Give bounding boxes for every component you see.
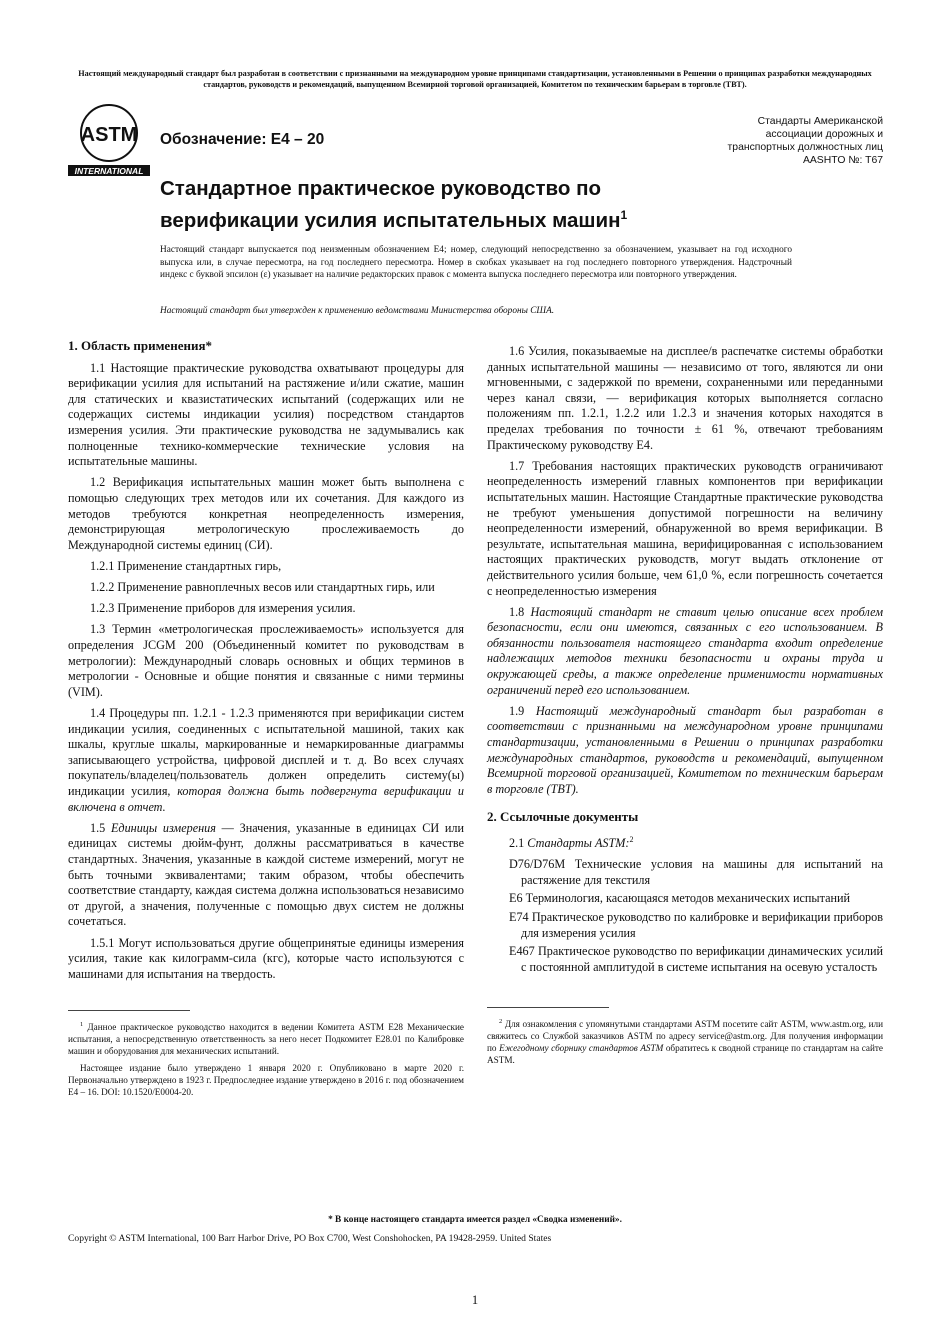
paragraph-1-5-1: 1.5.1 Могут использоваться другие общепринятые единицы измерения усилия, такие как килограмм-сила (кгс), которые часто используются с машинами для испытания на твердость. <box>68 935 464 981</box>
title-line-2 <box>160 202 860 234</box>
section-2-heading: 2. Ссылочные документы <box>487 809 639 825</box>
subsection-2-1-footnote-ref: 2 <box>629 835 634 844</box>
subsection-2-1-num: 2.1 <box>509 836 528 851</box>
paragraph-1-4-italic: которая должна быть подвергнута верификации и включена в отчет. <box>68 784 465 814</box>
paragraph-1-4 <box>68 706 464 815</box>
header-top-note: Настоящий международный стандарт был разработан в соответствии с признанными на международном уровне принципами стандартизации, установленными в Решении о принципах разработки международных стандартов, руководств и рекомендаций, выпущенном Всемирной торговой организацией, Комитетом по техническим барьерам в торговле (ТВТ). <box>78 69 872 89</box>
paragraph-1-4-text: 1.4 Процедуры пп. 1.2.1 - 1.2.3 применяются при верификации систем индикации усилия, соединенных с испытательной машиной, таких как шкалы, круглые шкалы, маркированные и немаркированные диаграммы записывающего устройства, цифровой дисплей и т. д. Во всех случаях покупатель/владелец/пользователь должен определить систему(ы) индикации усилия, <box>68 706 464 798</box>
paragraph-1-3: 1.3 Термин «метрологическая прослеживаемость» используется для определения JCGM 200 (Объединенный комитет по руководствам в метрологии): Международный словарь основных и общих терминов в метрологии - Основные и общие понятия и связанные с ними термины (VIM). <box>68 622 464 699</box>
subsection-2-1 <box>487 832 883 852</box>
reference-item: E467 Практическое руководство по верификации динамических усилий с постоянной амплитудой в системе испытания на осевую усталость <box>509 944 883 974</box>
paragraph-1-7: 1.7 Требования настоящих практических руководств ограничивают неопределенность измерений главных компонентов при верификации испытательных машин. Настоящие Стандартные практические руководства не требуют уменьшения допустимой погрешности на величину неопределенности измерений, обнаруженной во время верификации. В результате, испытательная машина, верифицированная с использованием настоящих практических руководств, могут выдать отклонение от действительного усилия больше, чем 61,0 %, если погрешность сочетается с неопределенностью измерения <box>487 458 883 598</box>
footnote-2 <box>487 1016 883 1066</box>
paragraph-1-9 <box>487 704 883 798</box>
paragraph-1-2: 1.2 Верификация испытательных машин может быть выполнена с помощью следующих трех методов или их сочетания. Для каждого из методов требуются конкретная неопределенность измерения, демонстрирующая метрологическую прослеживаемость до Международной системы единиц (СИ). <box>68 475 464 552</box>
paragraph-1-5-text: — Значения, указанные в единицах СИ или единицах системы дюйм-фунт, должны рассматриваться в качестве стандартных. Значения, указанные в каждой системе измерений, могут не быть точными эквивалентами; таким образом, чтобы обеспечить соответствие стандарту, каждая система должна использоваться независимо от другой, а значения, полученные с помощью двух систем не должны сочетаться. <box>68 820 464 929</box>
issue-note: Настоящий стандарт выпускается под неизменным обозначением E4; номер, следующий непосредственно за обозначением, указывает на год исходного выпуска или, в случае пересмотра, на год последнего пересмотра. Номер в скобках указывает на год последнего повторного утверждения. Надстрочный индекс с буквой эпсилон (ε) указывает на наличие редакторских правок с момента выпуска последнего пересмотра или повторного утверждения. <box>160 245 792 280</box>
aashto-line: транспортных должностных лиц <box>727 142 883 153</box>
aashto-line: AASHTO №: T67 <box>802 155 883 166</box>
footnote-rule <box>68 1010 190 1011</box>
footnote-1 <box>68 1019 464 1098</box>
footnote-2-part-b: обратитесь к сводной странице по стандартам на сайте ASTM. <box>487 1043 884 1066</box>
footnote-1-part-a <box>68 1019 464 1057</box>
reference-item: D76/D76M Технические условия на машины для испытаний на растяжение для текстиля <box>509 857 883 887</box>
footnote-2-italic: Ежегодному сборнику стандартов ASTM <box>499 1043 664 1054</box>
paragraph-1-2-1: 1.2.1 Применение стандартных гирь, <box>90 558 282 573</box>
paragraph-1-2-2: 1.2.2 Применение равноплечных весов или стандартных гирь, или <box>90 580 435 595</box>
logo-text: ASTM <box>80 124 138 146</box>
footnote-1-marker: 1 <box>80 1021 84 1029</box>
footnote-2-marker: 2 <box>499 1018 503 1026</box>
paragraph-1-9-num: 1.9 <box>509 703 536 718</box>
right-column <box>487 344 883 1071</box>
footnote-1-part-b: Настоящее издание было утверждено 1 января 2020 г. Опубликовано в марте 2020 г. Первоначально утверждено в 1923 г. Предпоследнее издание утверждено в 2016 г. под обозначением E4 – 16. DOI: 10.1520/E0004-20. <box>68 1063 464 1098</box>
footnote-1-text: Данное практическое руководство находится в ведении Комитета ASTM E28 Механические испытания, а непосредственную ответственность за него несет Подкомитет E28.01 по Калибровке машин и оборудования для механических испытаний. <box>68 1022 465 1057</box>
aashto-block <box>690 115 883 167</box>
title-line-1: Стандартное практическое руководство по <box>160 177 601 200</box>
paragraph-1-6: 1.6 Усилия, показываемые на дисплее/в распечатке системы обработки данных испытательной машины — независимо от того, являются ли они мгновенными, с задержкой по времени, сохраненными или переданными через канал связи, — верификация которых выполняется согласно положениям пп. 1.2.1, 1.2.2 или 1.2.3 и значения которых находятся в пределах требования по точности ± 61 %, отвечают требованиям Практическому руководству E4. <box>487 344 883 452</box>
paragraph-1-1: 1.1 Настоящие практические руководства охватывают процедуры для верификации усилия для испытаний на растяжение и/или сжатие, машин для статических и квазистатических испытаний (содержащих или не содержащих системы индикации усилия) посредством стандартов измерения усилия. Эти практические руководства не задумывались как полноценные технико-коммерческие технические условия на испытательные машины. <box>68 360 464 469</box>
reference-item: E74 Практическое руководство по калибровке и верификации приборов для измерения усилия <box>509 910 883 940</box>
paragraph-1-8-num: 1.8 <box>509 604 531 619</box>
footnote-rule <box>487 1007 609 1008</box>
paragraph-1-5-italic: Единицы измерения <box>110 820 216 835</box>
paragraph-1-9-italic: Настоящий международный стандарт был разработан в соответствии с признанными на международном уровне принципами стандартизации, установленными в Решении о принципах разработки международных стандартов, руководств и рекомендаций, выпущенном Всемирной торговой организацией, Комитетом по техническим барьерам в торговле (TBT). <box>487 703 883 796</box>
paragraph-1-5-num: 1.5 <box>90 820 111 835</box>
paragraph-1-8 <box>487 605 883 699</box>
copyright-line: Copyright © ASTM International, 100 Barr Harbor Drive, PO Box C700, West Conshohocken, PA 19428-2959. United States <box>68 1233 552 1244</box>
paragraph-1-5 <box>68 821 464 930</box>
subsection-2-1-italic: Стандарты ASTM: <box>527 836 630 851</box>
aashto-line: Стандарты Американской <box>757 116 883 127</box>
title-line-2-text: верификации усилия испытательных машин <box>160 208 621 232</box>
section-1-heading: 1. Область применения* <box>68 338 212 353</box>
title-footnote-ref: 1 <box>620 208 628 222</box>
document-title <box>160 176 860 234</box>
aashto-line: ассоциации дорожных и <box>765 129 883 140</box>
logo-subtext: INTERNATIONAL <box>74 166 144 176</box>
footnote-2-text <box>487 1016 883 1066</box>
approved-note: Настоящий стандарт был утвержден к применению ведомствами Министерства обороны США. <box>160 306 555 316</box>
designation: Обозначение: E4 – 20 <box>160 131 325 148</box>
paragraph-1-8-italic: Настоящий стандарт не ставит целью описание всех проблем безопасности, если они имеются, связанных с его использованием. В обязанности пользователя настоящего стандарта входит определение надлежащих методов техники безопасности и охраны труда и окружающей среды, а также определение применимости нормативных ограничений перед его использованием. <box>487 604 883 697</box>
footnote-2-part-a: Для ознакомления с упомянутыми стандартами ASTM посетите сайт ASTM, www.astm.org, или свяжитесь со Службой заказчиков ASTM по адресу service@astm.org. Для получения информации по <box>487 1019 884 1054</box>
astm-logo <box>66 103 152 177</box>
left-column <box>68 338 464 1103</box>
paragraph-1-2-3: 1.2.3 Применение приборов для измерения усилия. <box>90 601 356 616</box>
reference-item: E6 Терминология, касающаяся методов механических испытаний <box>509 891 851 906</box>
summary-of-changes-note: * В конце настоящего стандарта имеется раздел «Сводка изменений». <box>328 1215 622 1225</box>
page-number: 1 <box>471 1293 479 1307</box>
